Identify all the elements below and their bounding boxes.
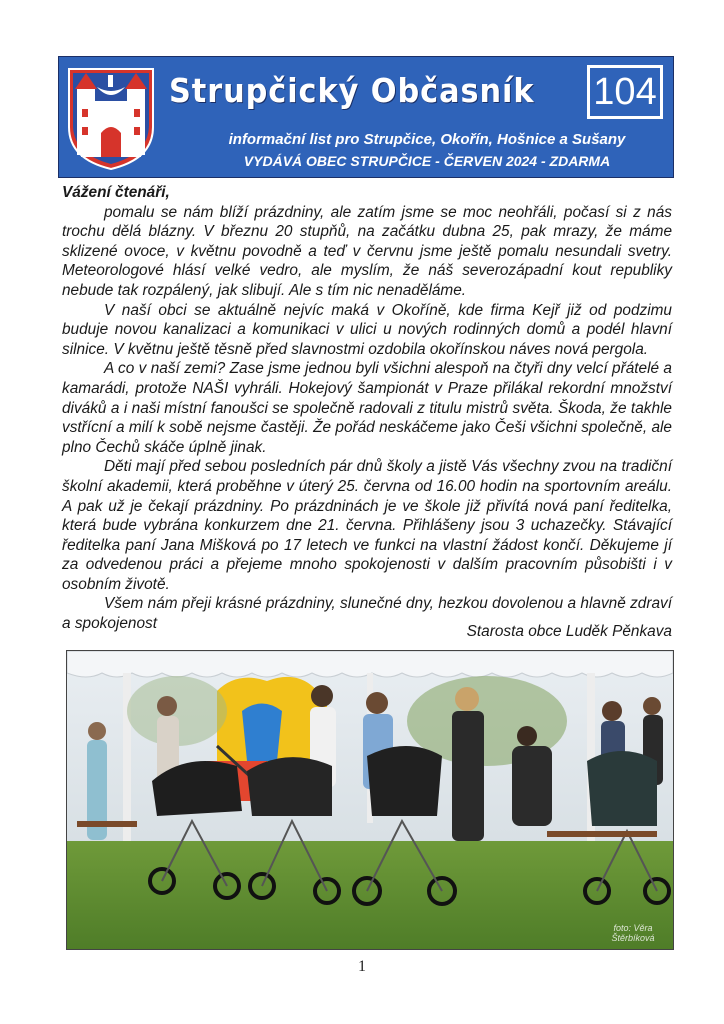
event-photo: [66, 650, 674, 950]
photo-credit: foto: Věra Štěrbíková: [611, 923, 655, 943]
masthead-publisher-line: VYDÁVÁ OBEC STRUPČICE - ČERVEN 2024 - ZDARMA: [243, 153, 611, 169]
letter-paragraph: A co v naší zemi? Zase jsme jednou byli všichni alespoň na čtyři dny velcí přátelé a kamarádi, protože NAŠI vyhráli. Hokejový šampionát v Praze přilákal rekordní množství diváků a i naši místní fanoušci se společně radovali z titulu mistrů světa. Škoda, že takhle vstřícní a milí k sobě nejsme častěji. Že pořád neskáčeme jako Češi všichni společně, ale plno Čechů skáče úplně jinak.: [62, 360, 672, 456]
village-crest-icon: [67, 67, 155, 171]
letter-greeting: Vážení čtenáři,: [62, 184, 170, 201]
letter-paragraph: Všem nám přeji krásné prázdniny, slunečné dny, hezkou dovolenou a hlavně zdraví a spokojenost: [62, 595, 672, 633]
letter-paragraph: Děti mají před sebou posledních pár dnů školy a jistě Vás všechny zvou na tradiční školní akademii, která proběhne v úterý 25. června od 16.00 hodin na sportovním areálu. A pak už je čekají prázdniny. Po prázdninách je ve škole již přivítá nová paní ředitelka, která bude vybrána konkurzem dne 21. června. Přihlášeny jsou 3 uchazečky. Stávající ředitelka paní Jana Mišková po 17 letech ve funkci na vlastní žádost končí. Děkujeme jí za odvedenou práci a přejeme mnoho spokojenosti v dalším pracovním působišti i v osobním životě.: [62, 458, 672, 593]
editorial-letter: [62, 183, 672, 634]
letter-signature: Starosta obce Luděk Pěnkava: [466, 623, 672, 640]
event-photo-illustration: [67, 651, 673, 949]
masthead-subtitle: informační list pro Strupčice, Okořín, Hošnice a Sušany: [228, 131, 626, 148]
letter-paragraph: pomalu se nám blíží prázdniny, ale zatím jsme se moc neohřáli, počasí si z nás trochu dělá blázny. V březnu 20 stupňů, na začátku dubna 25, pak mrazy, že máme sklizené ovoce, v květnu povodně a teď v červnu jsme ještě pomalu nesundali svetry. Meteorologové hlásí velké vedro, ale myslím, že náš severozápadní kout republiky nebude tak rozpálený, jak slibují. Ale s tím nic nenaděláme.: [62, 203, 672, 299]
newsletter-title: Strupčický Občasník: [169, 71, 535, 110]
letter-paragraph: V naší obci se aktuálně nejvíc maká v Okoříně, kde firma Kejř již od podzimu buduje novou kanalizaci a komunikaci v ulici u nových rodinných domů a podél hlavní silnice. V květnu ještě těsně před slavnostmi ozdobila okořínskou náves nová pergola.: [62, 301, 672, 358]
page-number: 1: [358, 958, 366, 975]
masthead: [58, 56, 674, 178]
issue-number: 104: [587, 65, 663, 119]
